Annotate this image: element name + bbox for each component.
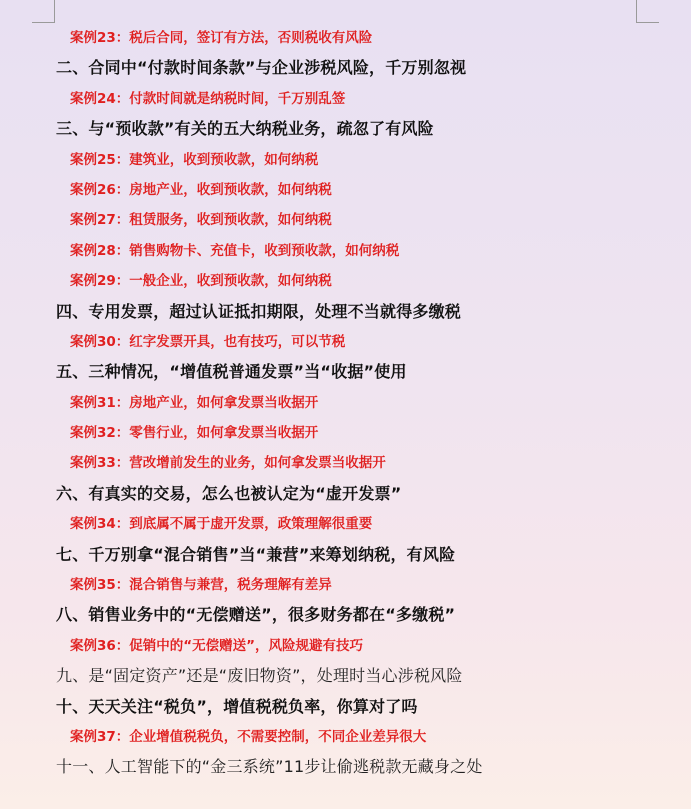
section-heading: 二、合同中“付款时间条款”与企业涉税风险，千万别忽视	[56, 58, 467, 78]
page-corner-mark-left	[32, 0, 55, 23]
section-heading: 五、三种情况，“增值税普通发票”当“收据”使用	[56, 362, 407, 382]
case-line: 案例29：一般企业，收到预收款，如何纳税	[70, 273, 332, 290]
case-line: 案例26：房地产业，收到预收款，如何纳税	[70, 181, 332, 198]
page-corner-mark-right	[636, 0, 659, 23]
case-line: 案例28：销售购物卡、充值卡，收到预收款，如何纳税	[70, 242, 400, 259]
section-heading: 六、有真实的交易，怎么也被认定为“虚开发票”	[56, 483, 402, 503]
case-line: 案例23：税后合同，签订有方法，否则税收有风险	[70, 30, 373, 46]
section-heading: 七、千万别拿“混合销售”当“兼营”来筹划纳税，有风险	[56, 544, 456, 564]
section-heading: 十一、人工智能下的“金三系统”11步让偷逃税款无藏身之处	[56, 757, 483, 777]
case-line: 案例30：红字发票开具，也有技巧，可以节税	[70, 333, 346, 350]
case-line: 案例33：营改增前发生的业务，如何拿发票当收据开	[70, 455, 386, 472]
case-line: 案例31：房地产业，如何拿发票当收据开	[70, 394, 319, 411]
case-line: 案例36：促销中的“无偿赠送”，风险规避有技巧	[70, 637, 364, 654]
case-line: 案例37：企业增值税税负，不需要控制，不同企业差异很大	[70, 728, 427, 745]
document-body	[0, 23, 691, 783]
case-line: 案例27：租赁服务，收到预收款，如何纳税	[70, 212, 332, 229]
case-line: 案例32：零售行业，如何拿发票当收据开	[70, 425, 319, 442]
section-heading: 九、是“固定资产”还是“废旧物资”，处理时当心涉税风险	[56, 666, 463, 686]
case-line: 案例24：付款时间就是纳税时间，千万别乱签	[70, 90, 346, 107]
case-line: 案例35：混合销售与兼营，税务理解有差异	[70, 577, 332, 594]
section-heading: 三、与“预收款”有关的五大纳税业务，疏忽了有风险	[56, 119, 434, 139]
section-heading: 八、销售业务中的“无偿赠送”，很多财务都在“多缴税”	[56, 605, 456, 625]
section-heading: 四、专用发票，超过认证抵扣期限，处理不当就得多缴税	[56, 301, 462, 321]
section-heading: 十、天天关注“税负”，增值税税负率，你算对了吗	[56, 696, 418, 716]
case-line: 案例25：建筑业，收到预收款，如何纳税	[70, 151, 319, 168]
case-line: 案例34：到底属不属于虚开发票，政策理解很重要	[70, 516, 373, 533]
